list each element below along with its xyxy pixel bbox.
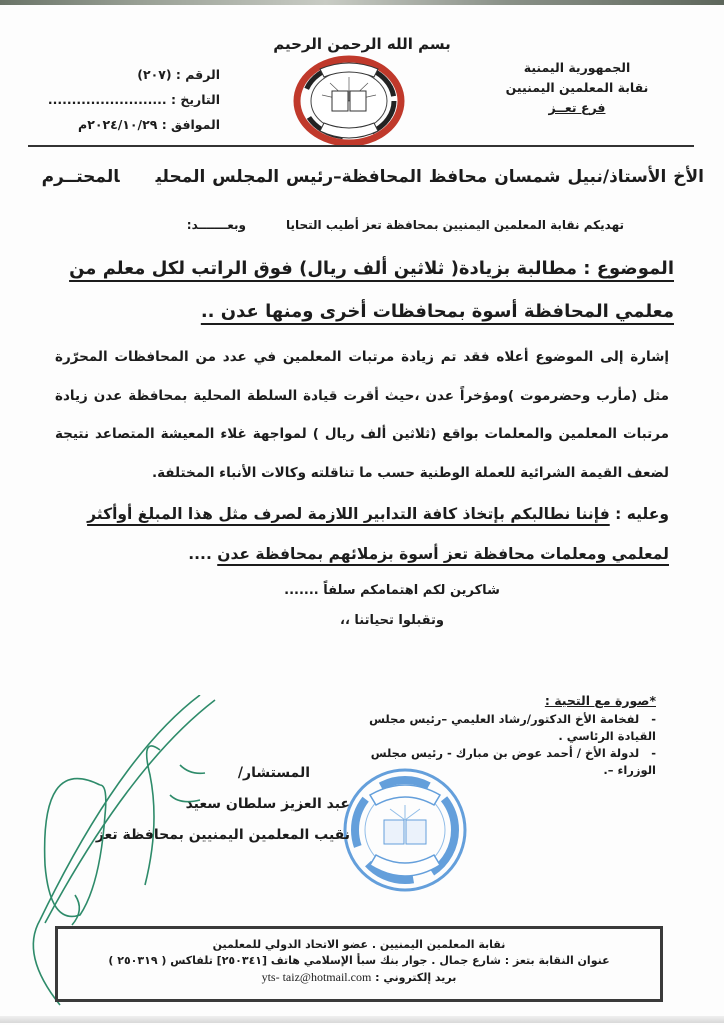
greeting-after: وبعـــــــد: <box>186 218 246 232</box>
basmala: بسم الله الرحمن الرحيم <box>273 35 451 53</box>
ref-block <box>30 62 220 137</box>
footer-contact-box <box>55 926 663 1002</box>
ref-number: الرقم : (٢٠٧) <box>137 67 220 82</box>
scan-edge <box>0 0 724 5</box>
cc-item: - لفخامة الأخ الدكتور/رشاد العليمي –رئيس مجلس القيادة الرئاسي . <box>336 711 656 745</box>
honorific: المحتــرم <box>41 167 120 187</box>
demand-suffix: .... <box>188 545 218 563</box>
footer-email-label: بريد إلكتروني : <box>375 971 457 984</box>
addressee <box>20 167 704 187</box>
syndicate-logo-icon <box>290 55 408 145</box>
subject-line <box>50 247 674 333</box>
ref-date-gregorian: الموافق : ٢٠٢٤/١٠/٢٩م <box>78 117 220 132</box>
footer-email-line <box>58 969 660 986</box>
letter-body: إشارة إلى الموضوع أعلاه فقد تم زيادة مرتبات المعلمين في عدد من المحافظات المحرّرة مثل (مأرب وحضرموت )ومؤخراً عدن ،حيث أقرت قيادة السلطة المحلية بمحافظة عدن زيادة مرتبات المعلمين والمعلمات بواقع (ثلاثين ألف ريال ) لمواجهة غلاء المعيشة المتصاعد نتيجة لضعف القيمة الشرائية للعملة الوطنية حسب ما تناقلته وكالات الأنباء المختلفة. <box>55 349 669 481</box>
org-country: الجمهورية اليمنية <box>523 60 631 75</box>
scan-bottom-edge <box>0 1016 724 1023</box>
demand-paragraph <box>55 494 669 574</box>
footer-org: نقابة المعلمين اليمنيين . عضو الاتحاد الدولي للمعلمين <box>212 938 506 951</box>
demand-text: فإننا نطالبكم بإتخاذ كافة التدابير اللازمة لصرف مثل هذا المبلغ أوأكثر لمعلمي ومعلمات محافظة تعز أسوة بزملائهم بمحافظة عدن <box>87 505 669 563</box>
signatory-title: نقيب المعلمين اليمنيين بمحافظة تعز <box>95 827 350 843</box>
footer-email[interactable]: yts- taiz@hotmail.com <box>261 970 372 984</box>
footer-address: عنوان النقابة بتعز : شارع جمال . جوار بنك سبأ الإسلامي هاتف [٢٥٠٣٤١] تلفاكس ( ٢٥٠٣١٩ ) <box>108 954 610 967</box>
closing-regards: وتقبلوا تحياتنا ،، <box>340 613 444 628</box>
closing <box>0 576 724 636</box>
cc-item: - لدولة الأخ / أحمد عوض بن مبارك - رئيس مجلس الوزراء –. <box>336 745 656 779</box>
org-name: نقابة المعلمين اليمنيين <box>505 80 649 95</box>
org-header <box>492 58 662 118</box>
signatory-name: عبد العزيز سلطان سعيد <box>185 796 350 812</box>
addressee-name: الأخ الأستاذ/نبيل شمسان محافظ المحافظة–رئيس المجلس المحلي <box>155 167 704 187</box>
cc-title: *صورة مع التحية : <box>544 693 656 708</box>
signatory-role: المستشار/ <box>237 765 310 781</box>
greeting-text: تهديكم نقابة المعلمين اليمنيين بمحافظة تعز أطيب التحايا <box>285 218 624 232</box>
subject-text: الموضوع : مطالبة بزيادة( ثلاثين ألف ريال) فوق الراتب لكل معلم من معلمي المحافظة أسوة بمحافظات أخرى ومنها عدن .. <box>69 258 674 322</box>
greeting <box>70 218 624 232</box>
org-branch: فرع تعــز <box>548 100 606 115</box>
official-stamp-icon <box>340 765 470 895</box>
header-separator <box>28 145 694 147</box>
demand-prefix: وعليه : <box>609 505 669 523</box>
ref-date-hijri: التاريخ : ......................... <box>47 92 220 107</box>
closing-thanks: شاكرين لكم اهتمامكم سلفاً ....... <box>284 583 500 598</box>
